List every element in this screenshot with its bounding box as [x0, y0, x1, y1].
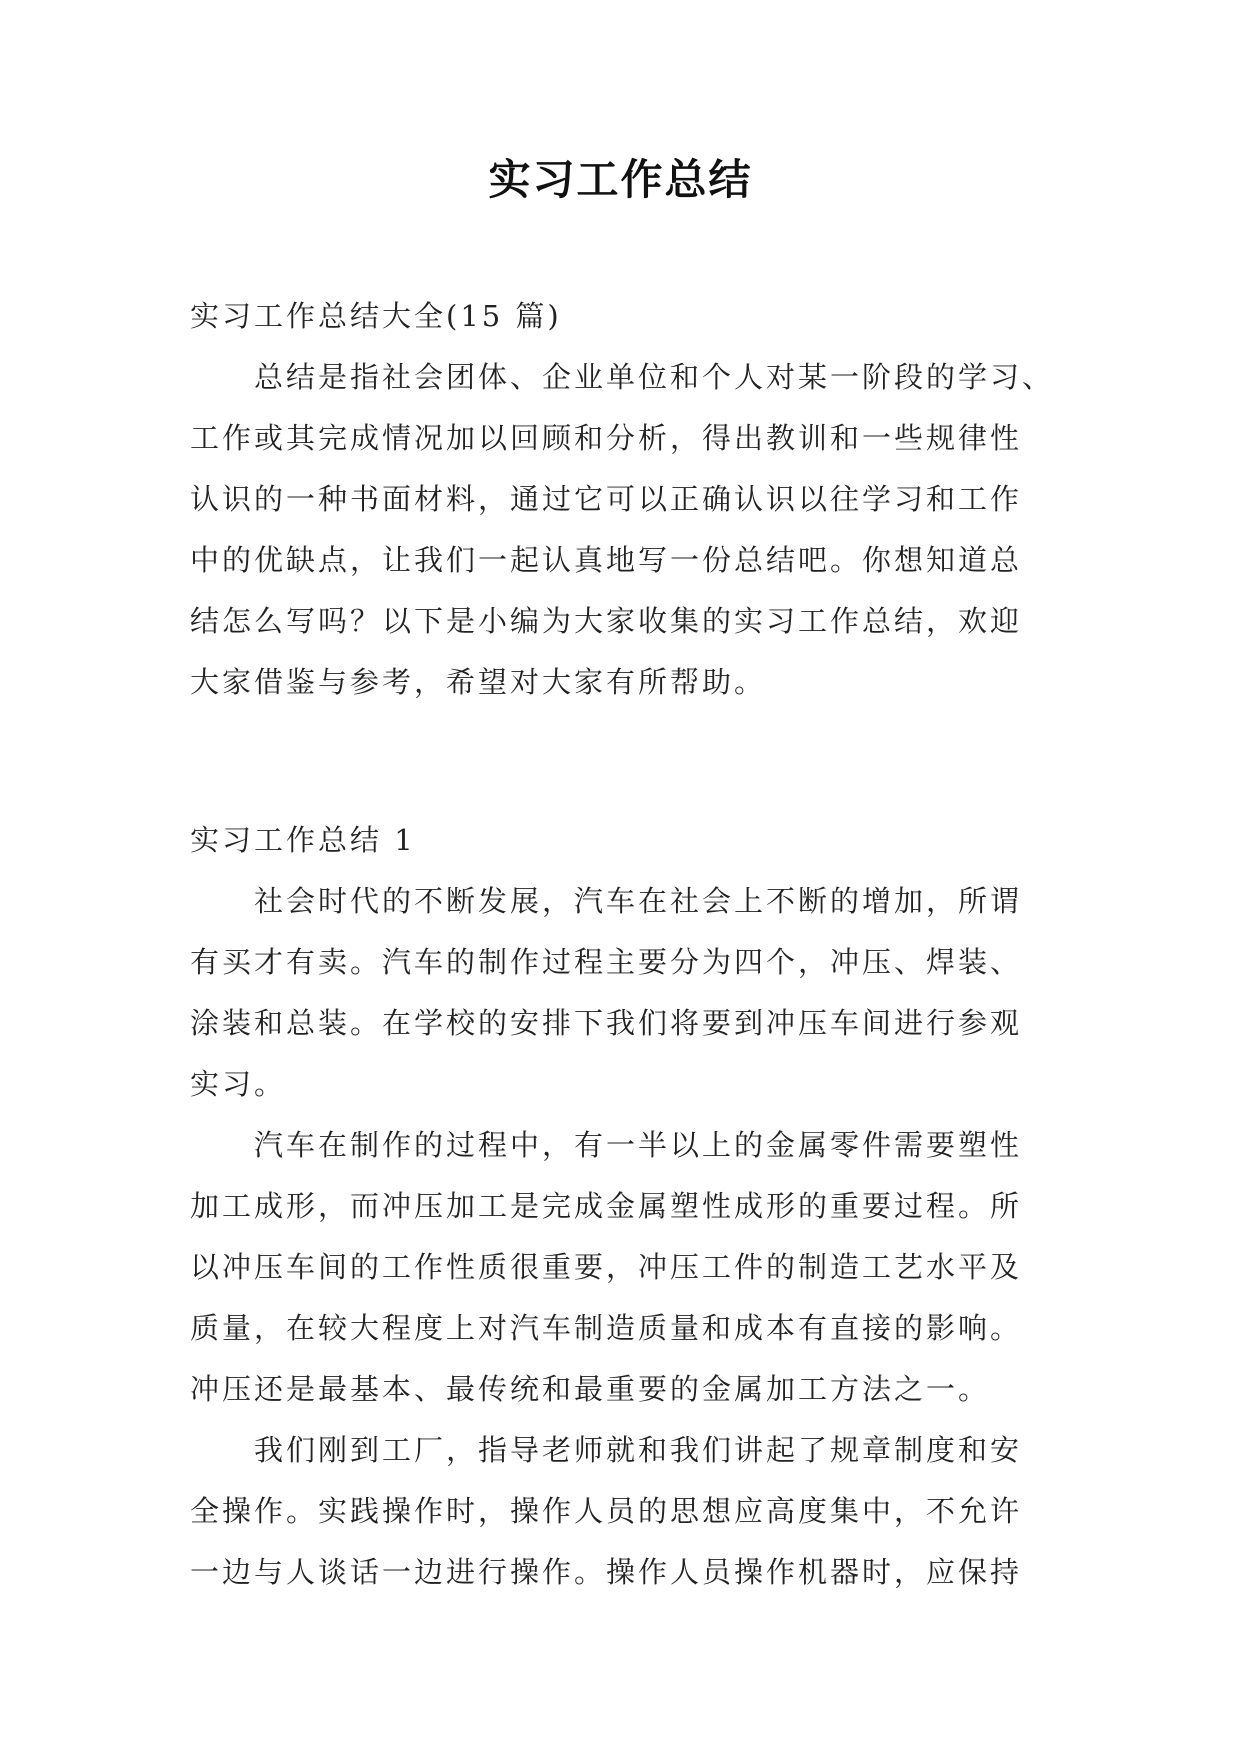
- intro-paragraph-line: 总结是指社会团体、企业单位和个人对某一阶段的学习、: [254, 360, 1055, 394]
- section-1-paragraph-2-line: 汽车在制作的过程中，有一半以上的金属零件需要塑性: [254, 1128, 1023, 1162]
- intro-heading: 实习工作总结大全(15 篇): [190, 299, 562, 333]
- section-1-paragraph-2-line: 冲压还是最基本、最传统和最重要的金属加工方法之一。: [190, 1372, 991, 1406]
- section-1-paragraph-2-line: 质量，在较大程度上对汽车制造质量和成本有直接的影响。: [190, 1311, 1023, 1345]
- intro-block: [190, 286, 1055, 713]
- document-title: 实习工作总结: [488, 155, 753, 204]
- section-1-paragraph-3-line: 一边与人谈话一边进行操作。操作人员操作机器时，应保持: [190, 1555, 1023, 1589]
- section-1-paragraph-3-line: 我们刚到工厂，指导老师就和我们讲起了规章制度和安: [254, 1433, 1023, 1467]
- section-1-paragraph-1-line: 涂装和总装。在学校的安排下我们将要到冲压车间进行参观: [190, 1006, 1023, 1040]
- section-1-paragraph-3-line: 全操作。实践操作时，操作人员的思想应高度集中，不允许: [190, 1494, 1023, 1528]
- section-1-heading: 实习工作总结 1: [190, 823, 416, 857]
- section-1-paragraph-2-line: 加工成形，而冲压加工是完成金属塑性成形的重要过程。所: [190, 1189, 1023, 1223]
- section-1-paragraph-1-line: 实习。: [190, 1067, 287, 1101]
- intro-paragraph-line: 大家借鉴与参考，希望对大家有所帮助。: [190, 665, 767, 699]
- section-1-paragraph-1-line: 有买才有卖。汽车的制作过程主要分为四个，冲压、焊装、: [190, 945, 1023, 979]
- intro-paragraph-line: 中的优缺点，让我们一起认真地写一份总结吧。你想知道总: [190, 543, 1023, 577]
- intro-paragraph-line: 认识的一种书面材料，通过它可以正确认识以往学习和工作: [190, 482, 1023, 516]
- intro-paragraph-line: 工作或其完成情况加以回顾和分析，得出教训和一些规律性: [190, 421, 1023, 455]
- section-1-block: [190, 810, 1052, 1603]
- section-1-paragraph-2-line: 以冲压车间的工作性质很重要，冲压工件的制造工艺水平及: [190, 1250, 1023, 1284]
- section-1-paragraph-1-line: 社会时代的不断发展，汽车在社会上不断的增加，所谓: [254, 884, 1023, 918]
- intro-paragraph-line: 结怎么写吗？以下是小编为大家收集的实习工作总结，欢迎: [190, 604, 1023, 638]
